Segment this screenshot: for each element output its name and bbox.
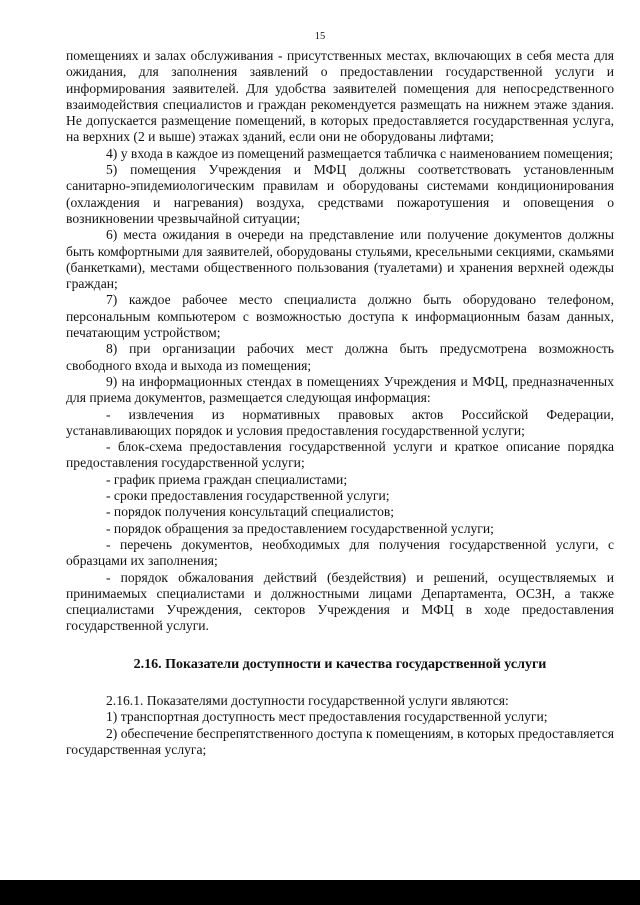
list-item: - сроки предоставления государственной услуги; xyxy=(106,488,390,504)
list-item: - порядок обращения за предоставлением государственной услуги; xyxy=(106,520,494,536)
paragraph: помещениях и залах обслуживания - присутственных местах, включающих в себя места для ожидания, для заполнения заявлений о предоставлении государственной услуги и информирования заявителей. Для удобства заявителей помещения для непосредственного взаимодействия специалистов и граждан рекомендуется размещать на нижнем этаже здания. Не допускается размещение помещений, в которых предоставляется государственная услуга, на верхних (2 и выше) этажах зданий, если они не оборудованы лифтами; xyxy=(66,48,614,145)
list-item: - порядок получения консультаций специалистов; xyxy=(106,504,395,520)
page-number: 15 xyxy=(314,31,326,42)
paragraph: 4) у входа в каждое из помещений размещается табличка с наименованием помещения; xyxy=(106,145,614,161)
section-heading: 2.16. Показатели доступности и качества государственной услуги xyxy=(133,656,547,672)
scan-border xyxy=(0,880,640,905)
paragraph: 7) каждое рабочее место специалиста должно быть оборудовано телефоном, персональным компьютером с возможностью доступа к информационным базам данных, печатающим устройством; xyxy=(66,292,614,341)
document-body xyxy=(66,48,614,758)
list-item: - перечень документов, необходимых для получения государственной услуги, с образцами их заполнения; xyxy=(66,536,614,569)
list-item: - извлечения из нормативных правовых актов Российской Федерации, устанавливающих порядок и условия предоставления государственной услуги; xyxy=(66,406,614,438)
paragraph: 2.16.1. Показателями доступности государственной услуги являются: xyxy=(106,692,509,708)
paragraph: 2) обеспечение беспрепятственного доступа к помещениям, в которых предоставляется государственная услуга; xyxy=(66,725,614,757)
paragraph: 6) места ожидания в очереди на представление или получение документов должны быть комфортными для заявителей, оборудованы стульями, кресельными секциями, скамьями (банкетками), местами общественного пользования (туалетами) и хранения верхней одежды граждан; xyxy=(66,227,614,292)
paragraph: 1) транспортная доступность мест предоставления государственной услуги; xyxy=(106,709,548,725)
list-item: - порядок обжалования действий (бездействия) и решений, осуществляемых и принимаемых специалистами и должностными лицами Департамента, ОСЗН, а также специалистами Учреждения, секторов Учреждения и МФЦ в ходе предоставления государственной услуги. xyxy=(66,569,614,634)
paragraph: 8) при организации рабочих мест должна быть предусмотрена возможность свободного входа и выхода из помещения; xyxy=(66,341,614,373)
paragraph: 9) на информационных стендах в помещениях Учреждения и МФЦ, предназначенных для приема документов, размещается следующая информация: xyxy=(66,373,614,406)
list-item: - блок-схема предоставления государственной услуги и краткое описание порядка предоставления государственной услуги; xyxy=(66,439,614,471)
list-item: - график приема граждан специалистами; xyxy=(106,471,348,487)
paragraph: 5) помещения Учреждения и МФЦ должны соответствовать установленным санитарно-эпидемиологическим правилам и оборудованы системами кондиционирования (охлаждения и нагревания) воздуха, средствами пожаротушения и оповещения о возникновении чрезвычайной ситуации; xyxy=(66,162,614,226)
